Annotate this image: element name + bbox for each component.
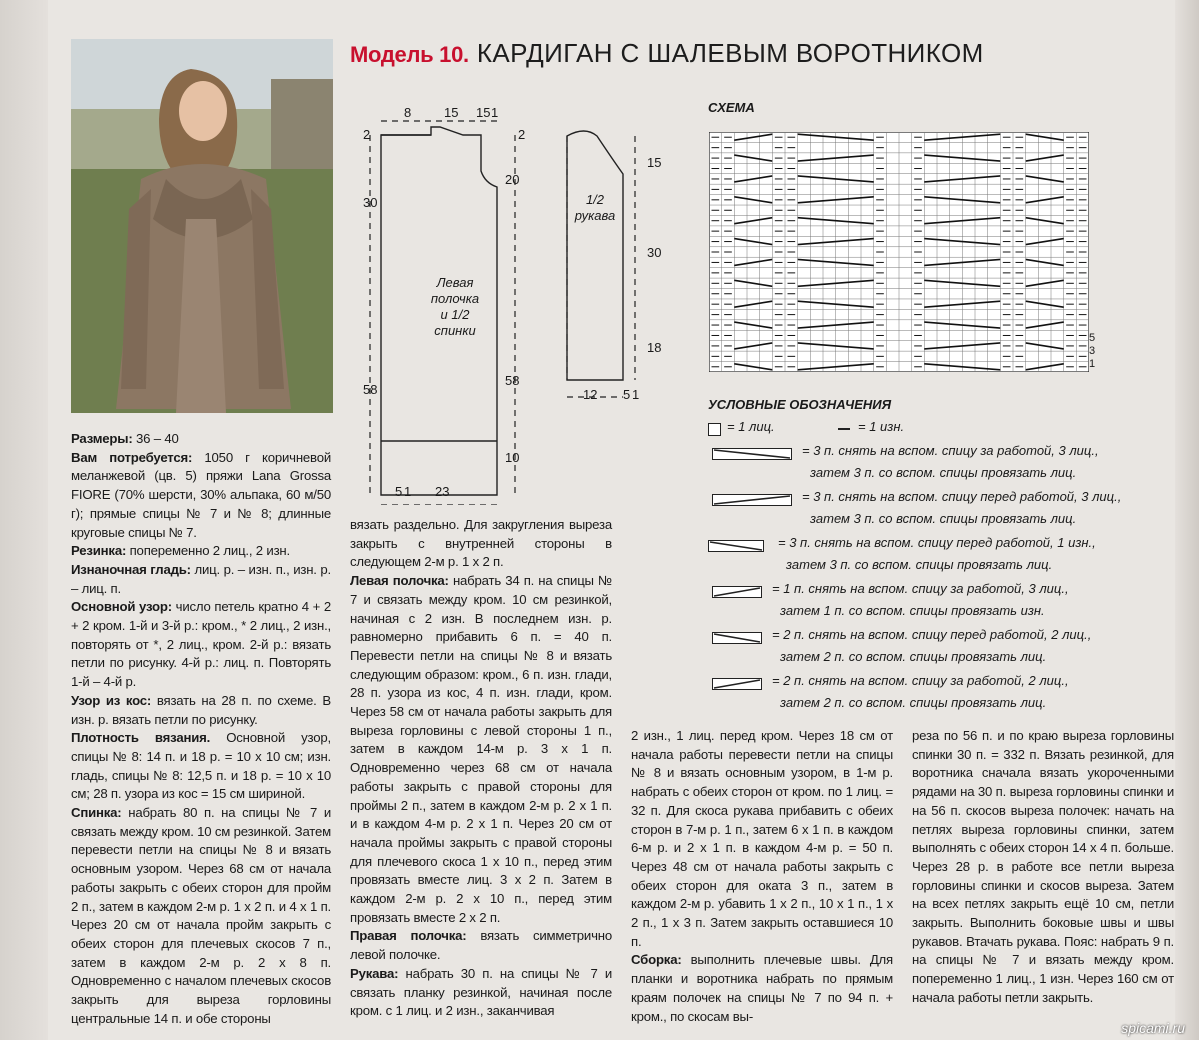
right-front-label: Правая полочка:	[350, 928, 467, 944]
rib-label: Резинка:	[71, 543, 127, 559]
body-label-line-4: спинки	[434, 323, 476, 338]
sleeve-dim-bottom-2: 5	[623, 387, 631, 402]
cable-left-6-symbol-icon	[712, 493, 792, 505]
watermark: spicami.ru	[1121, 1020, 1185, 1036]
sleeve-label-line-2: рукава	[574, 208, 616, 223]
dim-top-1: 8	[404, 105, 412, 120]
main-pattern-label: Основной узор:	[71, 599, 172, 615]
body-label-line-3: и 1/2	[440, 307, 470, 322]
page-bleed-right	[1000, 20, 1160, 250]
cable-paragraph	[71, 692, 331, 729]
legend-item-line-1: = 2 п. снять на вспом. спицу за работой, 2 лиц.,	[772, 673, 1069, 688]
dim-top-4: 1	[491, 105, 499, 120]
sleeve-label-line-1: 1/2	[585, 192, 605, 207]
back-label: Спинка:	[71, 805, 122, 821]
chart-row-5: 5	[1089, 332, 1096, 344]
dim-right-top: 2	[518, 127, 526, 142]
dim-rib: 10	[505, 450, 520, 465]
chart-title: СХЕМА	[708, 100, 755, 115]
body-schematic	[355, 105, 535, 505]
main-pattern-value: число петель кратно 4 + 2 + 2 кром. 1-й и 3-й р.: кром., * 2 лиц., 2 изн., повторять от *, 2 лиц., кром. 2-й р.: вязать петли по рисунку. 4-й р.: лиц. п. Повторять 1-й – 4-й р.	[71, 599, 331, 690]
cable-left-4-symbol-icon	[712, 631, 762, 643]
legend-knit: = 1 лиц.	[727, 419, 775, 434]
page-title	[350, 38, 984, 72]
stst-label: Изнаночная гладь:	[71, 561, 191, 577]
assembly-value: выполнить плечевые швы. Для планки и воротника набрать по прямым краям полочек на спицы № 7 по 94 п. + кром., по скосам вы-	[631, 952, 893, 1024]
chart-row-3: 3	[1089, 345, 1096, 357]
legend-item-line-2: затем 3 п. со вспом. спицы провязать лиц.	[810, 511, 1077, 526]
sizes-label: Размеры:	[71, 431, 133, 446]
sleeve-outline	[545, 112, 655, 407]
dim-bottom-2: 1	[404, 484, 412, 499]
legend	[700, 395, 1160, 715]
column-4	[912, 727, 1174, 1008]
dim-bottom-1: 5	[395, 484, 403, 499]
dim-lower-left: 58	[363, 382, 378, 397]
sleeve-dim-3: 18	[647, 340, 662, 355]
sleeve-label	[570, 192, 620, 224]
dim-bottom-3: 23	[435, 484, 450, 499]
assembly-label: Сборка:	[631, 952, 682, 968]
body-label	[415, 275, 495, 339]
legend-item-line-1: = 3 п. снять на вспом. спицу перед работой, 1 изн.,	[778, 535, 1096, 550]
dim-top-3: 15	[476, 105, 491, 120]
legend-item-line-2: затем 1 п. со вспом. спицы провязать изн.	[780, 603, 1045, 618]
back-value: набрать 80 п. на спицы № 7 и связать между кром. 10 см резинкой. Затем перевести петли на спицы № 8 и вязать основным узором. Через 68 см от начала работы закрыть с обеих сторон для пройм 2 п., затем в каждом 2-м р. 1 х 2 п. и 4 х 1 п. Через 20 см от начала пройм закрыть с обеих сторон для плечевых скосов 7 п., затем в каждом 2-м р. 2 х 8 п. Одновременно с началом плечевых скосов закрыть для выреза горловины центральные 14 п. и обе стороны	[71, 805, 331, 1026]
stst-value: лиц. р. – изн. п., изн. р. – лиц. п.	[71, 561, 331, 596]
knit-symbol-icon	[708, 423, 721, 436]
column-3	[631, 727, 893, 1026]
gauge-paragraph	[71, 729, 331, 804]
col4-text: реза по 56 п. и по краю выреза горловины спинки 30 п. = 332 п. Вязать резинкой, для воротника сначала вязать укороченными рядами на 30 п. выреза горловины спинки и на 56 п. скосов выреза полочек: начать на петлях выреза горловины спинки, затем выполнять с обеих сторон 14 х 4 п. больше. Через 28 р. в работе все петли выреза горловины спинки и скосов выреза. Затем на всех петлях закрыть ещё 10 см, петли закрыть. Выполнить боковые швы и швы рукавов. Втачать рукава. Пояс: набрать 9 п. на спицы № 7 и вязать между кром. попеременно 1 лиц., 1 изн. Через 160 см от начала работы петли закрыть.	[912, 728, 1174, 1005]
sleeve-dim-bottom-1: 12	[583, 387, 598, 402]
body-label-line-1: Левая	[436, 275, 474, 290]
stst-paragraph	[71, 561, 331, 598]
right-front-paragraph	[350, 927, 612, 964]
model-name: КАРДИГАН С ШАЛЕВЫМ ВОРОТНИКОМ	[476, 38, 984, 68]
back-paragraph	[71, 804, 331, 1028]
legend-item-line-2: затем 3 п. со вспом. спицы провязать лиц.	[810, 465, 1077, 480]
right-front-value: вязать симметрично левой полочке.	[350, 928, 612, 963]
purl-symbol-icon	[838, 428, 850, 430]
legend-purl: = 1 изн.	[858, 419, 905, 434]
cable-purl-left-symbol-icon	[708, 539, 764, 551]
dim-height: 30	[363, 195, 378, 210]
sleeve-dim-2: 30	[647, 245, 662, 260]
model-photo	[71, 39, 333, 413]
needed-value: 1050 г коричневой меланжевой (цв. 5) пряжи Lana Grossa FIORE (70% шерсти, 30% альпака, 60 м/50 г); прямые спицы № 7 и № 8; длинные круговые спицы № 7.	[71, 449, 331, 540]
sleeve-schematic	[545, 112, 655, 407]
sleeve-value: набрать 30 п. на спицы № 7 и связать планку резинкой, начиная после кром. с 1 лиц. и 2 изн., заканчивая	[350, 965, 612, 1019]
sizes-value: 36 – 40	[132, 431, 179, 446]
col3-intro: 2 изн., 1 лиц. перед кром. Через 18 см от начала работы перевести петли на спицы № 8 и вязать основным узором, в 1-м р. набрать с обеих сторон от кром. по 1 лиц. = 32 п. Для скоса рукава прибавить с обеих сторон в 7-м р. 1 п., затем 6 х 1 п. в каждом 6-м р. и 2 х 1 п. в каждом 4-м р. = 50 п. Через 48 см от начала работы закрыть с обеих сторон для оката 3 п., затем в каждом 2-м р. убавить 1 х 2 п., 10 х 1 п., 1 х 2 п., 1 х 3 п. Затем закрыть оставшиеся 10 п.	[631, 728, 893, 949]
sleeve-dim-bottom-3: 1	[632, 387, 640, 402]
sleeve-dim-1: 15	[647, 155, 662, 170]
assembly-paragraph	[631, 951, 893, 1026]
legend-item-line-1: = 2 п. снять на вспом. спицу перед работой, 2 лиц.,	[772, 627, 1092, 642]
cable-label: Узор из кос:	[71, 692, 152, 708]
legend-item-line-2: затем 3 п. со вспом. спицы провязать лиц.	[786, 557, 1053, 572]
model-number: Модель 10.	[350, 42, 469, 67]
dim-lower-right: 58	[505, 373, 520, 388]
gauge-label: Плотность вязания.	[71, 730, 211, 746]
cable-right-4-symbol-icon	[712, 677, 762, 689]
page-edge-right	[1175, 0, 1199, 1040]
page-edge-left	[0, 0, 48, 1040]
cardigan-photo-illustration	[71, 39, 333, 413]
column-1	[71, 430, 331, 1029]
sizes-paragraph	[71, 430, 331, 449]
cross-right-4-symbol-icon	[712, 585, 762, 597]
body-label-line-2: полочка	[430, 291, 480, 306]
rib-paragraph	[71, 542, 331, 561]
main-pattern-paragraph	[71, 598, 331, 692]
legend-item-line-1: = 3 п. снять на вспом. спицу за работой, 3 лиц.,	[802, 443, 1099, 458]
left-front-value: набрать 34 п. на спицы № 7 и связать между кром. 10 см резинкой, начиная с 2 изн. В последнем изн. р. равномерно прибавить 6 п. = 40 п. Перевести петли на спицы № 8 и вязать следующим образом: кром., 6 п. изн. глади, 28 п. узора из кос, 4 п. изн. глади, кром. Через 58 см от начала работы закрыть для выреза горловины с левой стороны 1 п., затем в каждом 14-м р. 3 х 1 п. Одновременно через 68 см от начала работы закрыть с правой стороны для проймы 2 п., затем в каждом 2-м р. 2 х 1 п. и в каждом 4-м р. 2 х 1 п. Через 20 см от начала проймы закрыть с правой стороны для плечевого скоса 1 х 10 п., перед этим провязать вместе лиц. 3 х 2 п. Затем в каждом 2-м р. 2 х 10 п., перед этим провязать вместе 2 х 2 п.	[350, 573, 612, 925]
legend-item-line-1: = 1 п. снять на вспом. спицу за работой, 3 лиц.,	[772, 581, 1069, 596]
cable-right-6-symbol-icon	[712, 447, 792, 459]
chart-row-1: 1	[1089, 358, 1096, 370]
col2-intro: вязать раздельно. Для закругления выреза закрыть с внутренней стороны в следующем 2-м р. 1 х 2 п.	[350, 517, 612, 570]
gauge-value: Основной узор, спицы № 8: 14 п. и 18 р. = 10 х 10 см; изн. гладь, спицы № 8: 12,5 п. и 18 р. = 10 х 10 см; 28 п. узора из кос = 15 см шириной.	[71, 730, 331, 802]
legend-title: УСЛОВНЫЕ ОБОЗНАЧЕНИЯ	[708, 397, 892, 412]
sleeve-label: Рукава:	[350, 965, 399, 981]
needed-paragraph	[71, 449, 331, 543]
rib-value: попеременно 2 лиц., 2 изн.	[126, 543, 290, 559]
dim-top-2: 15	[444, 105, 459, 120]
dim-side: 20	[505, 172, 520, 187]
cable-value: вязать на 28 п. по схеме. В изн. р. вязать петли по рисунку.	[71, 692, 331, 727]
legend-item-line-1: = 3 п. снять на вспом. спицу перед работой, 3 лиц.,	[802, 489, 1122, 504]
dim-left-top: 2	[363, 127, 371, 142]
needed-label: Вам потребуется:	[71, 449, 193, 465]
legend-item-line-2: затем 2 п. со вспом. спицы провязать лиц.	[780, 649, 1047, 664]
legend-item-line-2: затем 2 п. со вспом. спицы провязать лиц.	[780, 695, 1047, 710]
left-front-label: Левая полочка:	[350, 573, 449, 589]
column-2	[350, 516, 612, 1021]
sleeve-paragraph	[350, 965, 612, 1021]
left-front-paragraph	[350, 572, 612, 927]
